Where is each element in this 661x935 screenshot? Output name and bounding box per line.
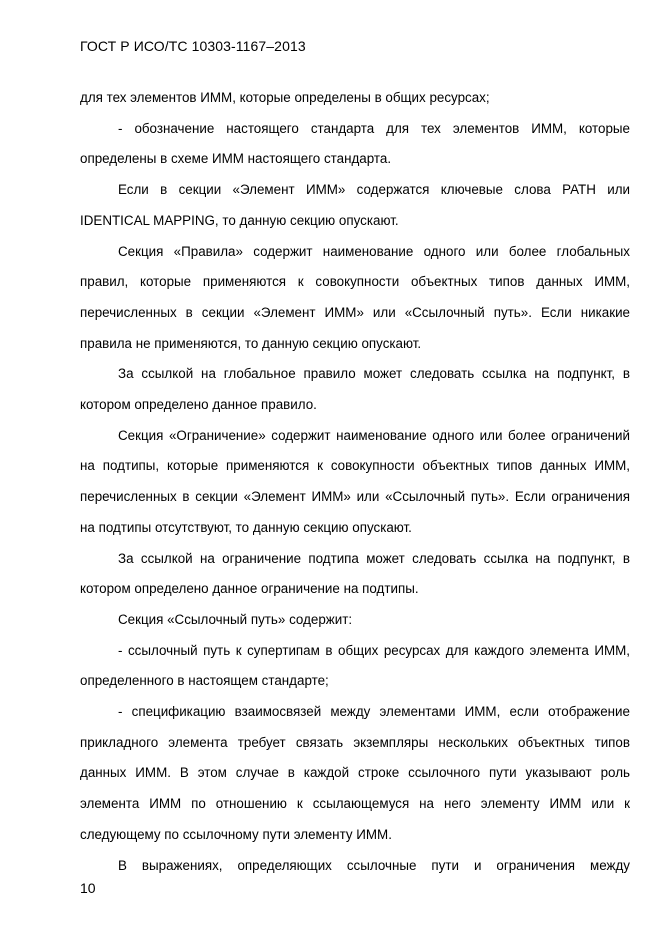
paragraph: В выражениях, определяющих ссылочные пути и ограничения между: [118, 857, 630, 873]
paragraph: За ссылкой на глобальное правило может следовать ссылка на подпункт, в котором определено данное правило.: [80, 366, 630, 413]
paragraph: За ссылкой на ограничение подтипа может следовать ссылка на подпункт, в котором определено данное ограничение на подтипы.: [80, 550, 630, 597]
paragraph: - ссылочный путь к супертипам в общих ресурсах для каждого элемента ИММ, определенного в настоящем стандарте;: [80, 642, 630, 689]
paragraph: Секция «Ограничение» содержит наименование одного или более ограничений на подтипы, которые применяются к совокупности объектных типов данных ИММ, перечисленных в секции «Элемент ИММ» или «Ссылочный путь». Если ограничения на подтипы отсутствуют, то данную секцию опускают.: [80, 427, 630, 535]
paragraph: - обозначение настоящего стандарта для тех элементов ИММ, которые определены в схеме ИММ настоящего стандарта.: [80, 120, 630, 167]
paragraph: Секция «Правила» содержит наименование одного или более глобальных правил, которые применяются к совокупности объектных типов данных ИММ, перечисленных в секции «Элемент ИММ» или «Ссылочный путь». Если никакие правила не применяются, то данную секцию опускают.: [80, 243, 630, 351]
document-body: [80, 83, 630, 881]
document-header: ГОСТ Р ИСО/ТС 10303-1167–2013: [80, 38, 306, 54]
paragraph: для тех элементов ИММ, которые определены в общих ресурсах;: [80, 90, 490, 105]
page-number: 10: [80, 880, 96, 896]
paragraph: - спецификацию взаимосвязей между элементами ИММ, если отображение прикладного элемента требует связать экземпляры нескольких объектных типов данных ИММ. В этом случае в каждой строке ссылочного пути указывают роль элемента ИММ по отношению к ссылающемуся на него элементу ИММ или к следующему по ссылочному пути элементу ИММ.: [80, 704, 630, 842]
paragraph: Если в секции «Элемент ИММ» содержатся ключевые слова PATH или IDENTICAL MAPPING, то данную секцию опускают.: [80, 182, 630, 228]
paragraph: Секция «Ссылочный путь» содержит:: [118, 611, 353, 627]
